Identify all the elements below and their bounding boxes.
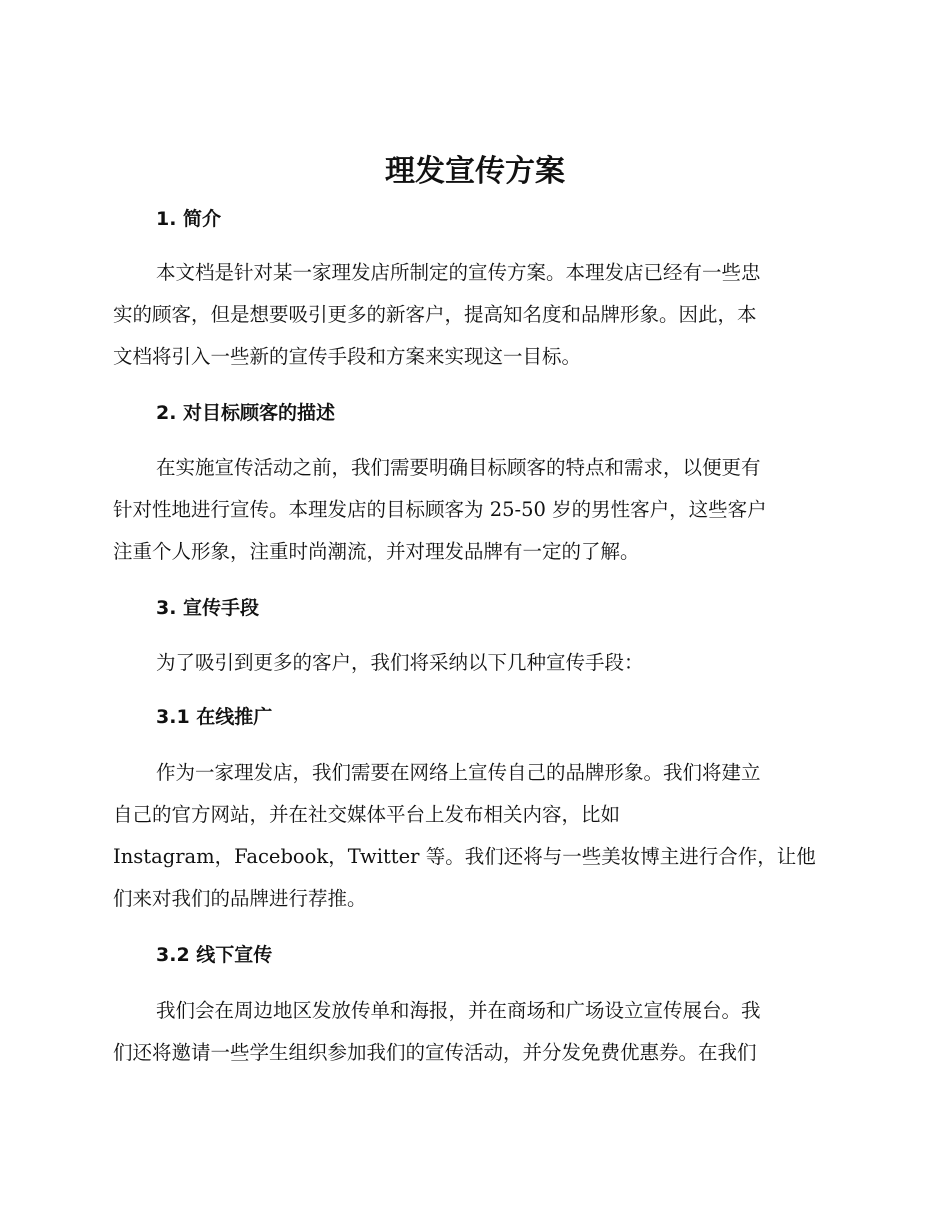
paragraph-line: 为了吸引到更多的客户，我们将采纳以下几种宣传手段： [156, 651, 644, 674]
section-heading-online-promotion: 3.1 在线推广 [156, 706, 273, 728]
document-title: 理发宣传方案 [385, 154, 565, 189]
paragraph-line: 本文档是针对某一家理发店所制定的宣传方案。本理发店已经有一些忠 [156, 261, 761, 284]
paragraph-line: 们还将邀请一些学生组织参加我们的宣传活动，并分发免费优惠券。在我们 [113, 1041, 757, 1064]
section-heading-target-customers: 2. 对目标顾客的描述 [156, 402, 336, 424]
section-heading-intro: 1. 简介 [156, 208, 222, 230]
section-heading-promotion-methods: 3. 宣传手段 [156, 597, 260, 619]
section-paragraph-intro [113, 252, 833, 378]
section-paragraph-online-promotion [113, 752, 833, 920]
section-heading-offline-promotion: 3.2 线下宣传 [156, 944, 273, 966]
paragraph-line: 针对性地进行宣传。本理发店的目标顾客为 25-50 岁的男性客户，这些客户 [113, 498, 767, 521]
paragraph-line: 在实施宣传活动之前，我们需要明确目标顾客的特点和需求，以便更有 [156, 456, 761, 479]
paragraph-line: 们来对我们的品牌进行荐推。 [113, 887, 367, 910]
paragraph-line: 注重个人形象，注重时尚潮流，并对理发品牌有一定的了解。 [113, 540, 640, 563]
paragraph-line: 作为一家理发店，我们需要在网络上宣传自己的品牌形象。我们将建立 [156, 761, 761, 784]
paragraph-line: 我们会在周边地区发放传单和海报，并在商场和广场设立宣传展台。我 [156, 999, 761, 1022]
paragraph-line: 文档将引入一些新的宣传手段和方案来实现这一目标。 [113, 345, 582, 368]
section-paragraph-target-customers [113, 447, 833, 573]
paragraph-line: 自己的官方网站，并在社交媒体平台上发布相关内容，比如 [113, 803, 621, 826]
section-paragraph-promotion-methods [113, 642, 833, 684]
paragraph-line: Instagram，Facebook，Twitter 等。我们还将与一些美妆博主进行合作，让他 [113, 845, 816, 868]
section-paragraph-offline-promotion [113, 990, 833, 1074]
paragraph-line: 实的顾客，但是想要吸引更多的新客户，提高知名度和品牌形象。因此，本 [113, 303, 757, 326]
